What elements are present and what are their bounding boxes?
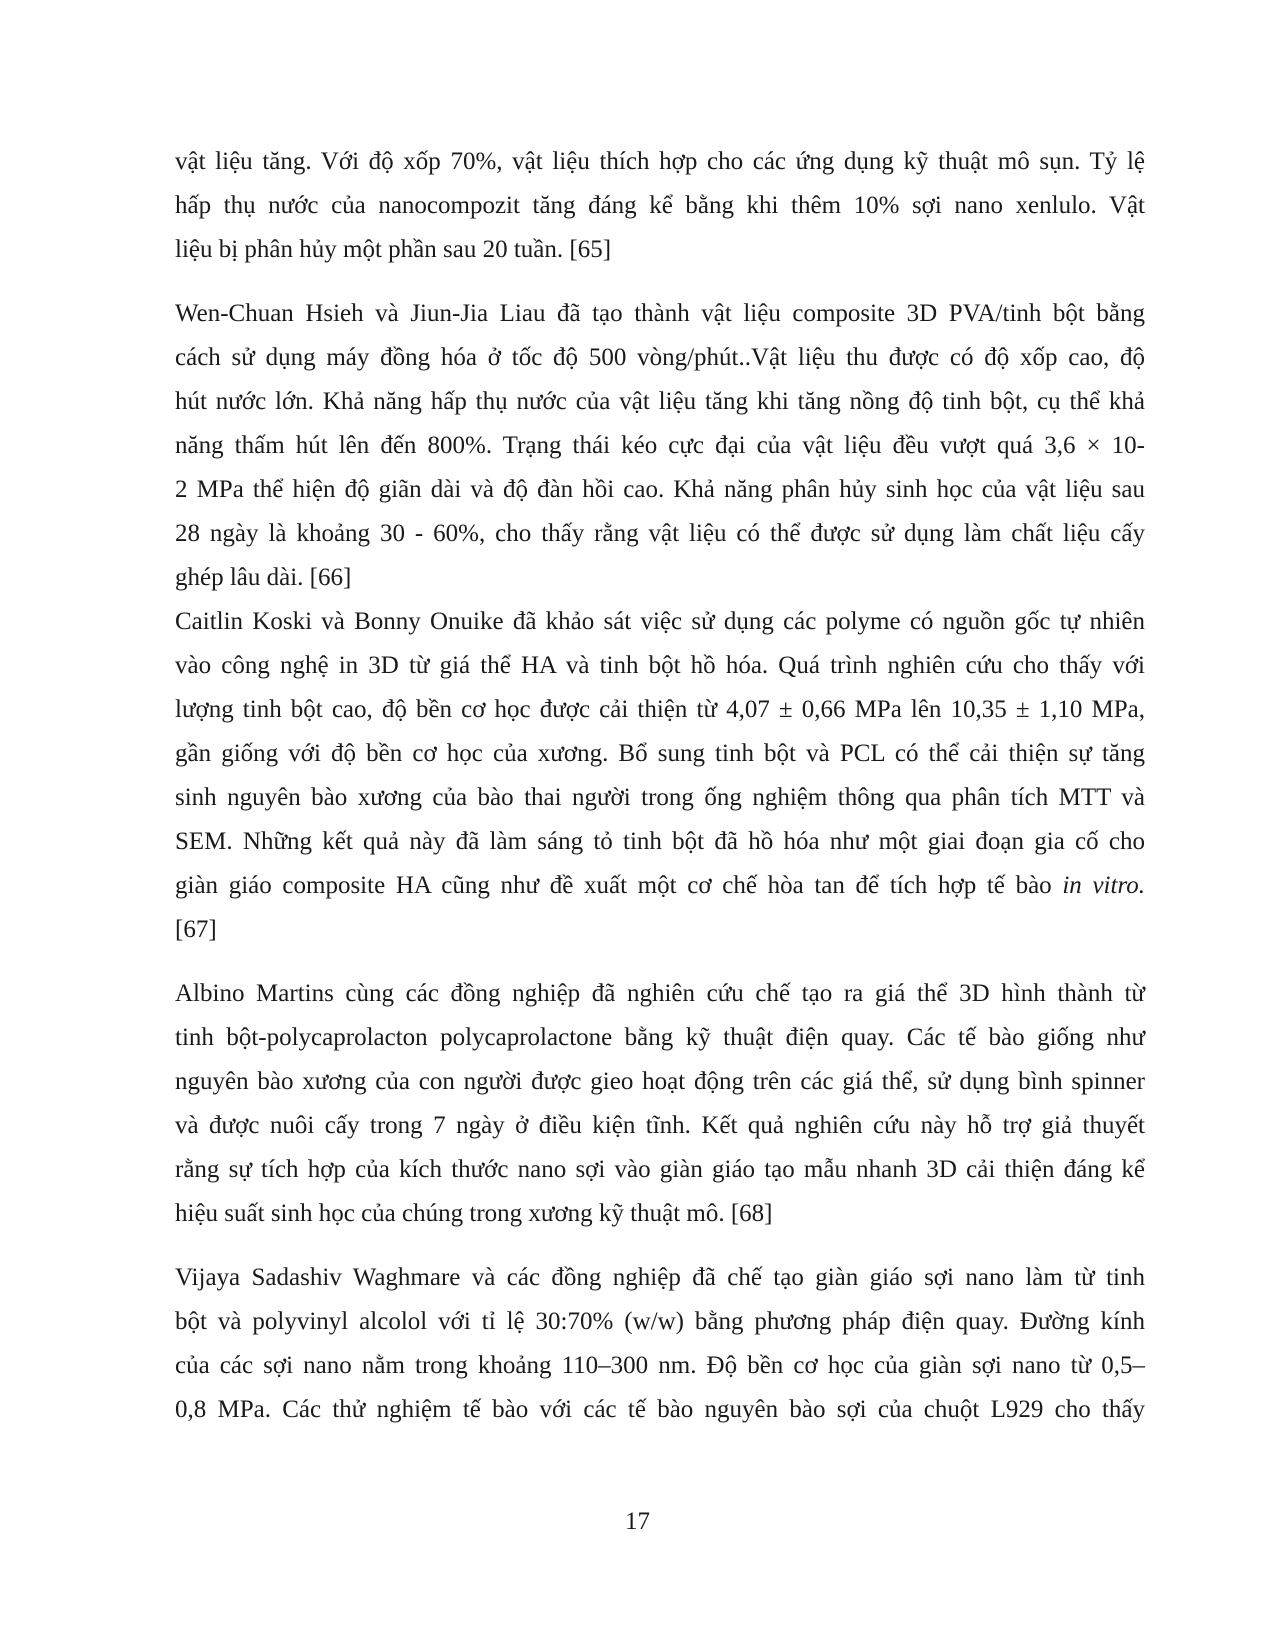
text-line: Caitlin Koski và Bonny Onuike đã khảo sát việc sử dụng các polyme có nguồn gốc tự nhiên	[175, 608, 1145, 635]
text-line: liệu bị phân hủy một phần sau 20 tuần. [65]	[175, 236, 612, 263]
text-line: vào công nghệ in 3D từ giá thể HA và tinh bột hồ hóa. Quá trình nghiên cứu cho thấy với	[175, 652, 1145, 679]
text-line: sinh nguyên bào xương của bào thai người trong ống nghiệm thông qua phân tích MTT và	[175, 784, 1145, 811]
text-line: hút nước lớn. Khả năng hấp thụ nước của vật liệu tăng khi tăng nồng độ tinh bột, cụ thể khả	[175, 388, 1145, 415]
paragraph-3	[175, 600, 1145, 952]
text-line: vật liệu tăng. Với độ xốp 70%, vật liệu thích hợp cho các ứng dụng kỹ thuật mô sụn. Tỷ lệ	[175, 148, 1145, 175]
text-line: rằng sự tích hợp của kích thước nano sợi vào giàn giáo tạo mẫu nhanh 3D cải thiện đáng kể	[175, 1156, 1145, 1183]
text-line: bột và polyvinyl alcolol với tỉ lệ 30:70% (w/w) bằng phương pháp điện quay. Đường kính	[175, 1308, 1145, 1335]
text-segment: giàn giáo composite HA cũng như đề xuất một cơ chế hòa tan để tích hợp tế bào	[175, 872, 1052, 899]
text-line: ghép lâu dài. [66]	[175, 564, 352, 591]
italic-term: in vitro.	[1062, 872, 1145, 899]
text-line: hấp thụ nước của nanocompozit tăng đáng kể bằng khi thêm 10% sợi nano xenlulo. Vật	[175, 192, 1145, 219]
text-line: năng thấm hút lên đến 800%. Trạng thái kéo cực đại của vật liệu đều vượt quá 3,6 × 10-	[175, 432, 1145, 459]
text-line: nguyên bào xương của con người được gieo hoạt động trên các giá thể, sử dụng bình spinner	[175, 1068, 1145, 1095]
page-number: 17	[625, 1508, 650, 1535]
text-line: lượng tinh bột cao, độ bền cơ học được cải thiện từ 4,07 ± 0,66 MPa lên 10,35 ± 1,10 MPa,	[175, 696, 1145, 723]
text-line: của các sợi nano nằm trong khoảng 110–300 nm. Độ bền cơ học của giàn sợi nano từ 0,5–	[175, 1352, 1145, 1379]
text-line: [67]	[175, 916, 217, 943]
document-body	[175, 140, 1145, 1432]
text-line-with-italic	[175, 864, 1145, 908]
text-line: SEM. Những kết quả này đã làm sáng tỏ tinh bột đã hồ hóa như một giai đoạn gia cố cho	[175, 828, 1145, 855]
text-line: 2 MPa thể hiện độ giãn dài và độ đàn hồi cao. Khả năng phân hủy sinh học của vật liệu sau	[175, 476, 1145, 503]
text-line: và được nuôi cấy trong 7 ngày ở điều kiện tĩnh. Kết quả nghiên cứu này hỗ trợ giả thuyết	[175, 1112, 1145, 1139]
text-line: Albino Martins cùng các đồng nghiệp đã nghiên cứu chế tạo ra giá thể 3D hình thành từ	[175, 980, 1145, 1007]
text-line: cách sử dụng máy đồng hóa ở tốc độ 500 vòng/phút..Vật liệu thu được có độ xốp cao, độ	[175, 344, 1145, 371]
text-line: hiệu suất sinh học của chúng trong xương kỹ thuật mô. [68]	[175, 1200, 773, 1227]
paragraph-2	[175, 292, 1145, 600]
text-line: Vijaya Sadashiv Waghmare và các đồng nghiệp đã chế tạo giàn giáo sợi nano làm từ tinh	[175, 1264, 1145, 1291]
text-line: Wen-Chuan Hsieh và Jiun-Jia Liau đã tạo thành vật liệu composite 3D PVA/tinh bột bằng	[175, 300, 1145, 327]
text-line: gần giống với độ bền cơ học của xương. Bổ sung tinh bột và PCL có thể cải thiện sự tăng	[175, 740, 1145, 767]
text-line: 0,8 MPa. Các thử nghiệm tế bào với các tế bào nguyên bào sợi của chuột L929 cho thấy	[175, 1396, 1145, 1423]
paragraph-1	[175, 140, 1145, 272]
text-line: tinh bột-polycaprolacton polycaprolactone bằng kỹ thuật điện quay. Các tế bào giống như	[175, 1024, 1145, 1051]
paragraph-5	[175, 1256, 1145, 1432]
paragraph-4	[175, 972, 1145, 1236]
text-line: 28 ngày là khoảng 30 - 60%, cho thấy rằng vật liệu có thể được sử dụng làm chất liệu cấy	[175, 520, 1145, 547]
